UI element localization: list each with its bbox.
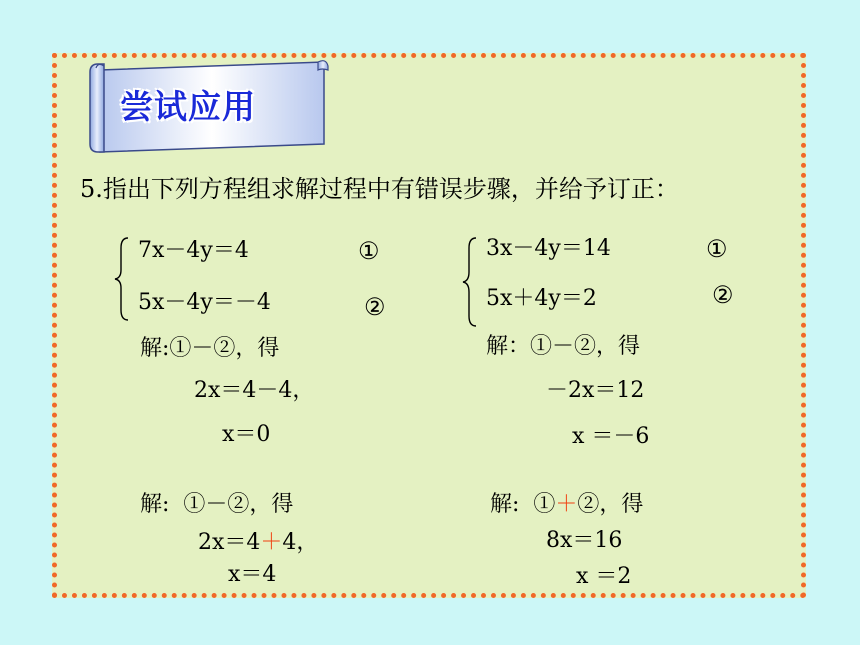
left-solution-heading: 解:①－②，得 — [140, 336, 280, 361]
left-correction-step-1 — [198, 530, 318, 556]
left-correction-heading: 解: ①－②，得 — [140, 492, 294, 517]
left-correction-step-1-rhs: 4， — [282, 530, 319, 555]
right-correction-operator: ＋ — [555, 492, 578, 517]
right-correction-heading-end: ②，得 — [577, 492, 644, 517]
right-correction-heading — [490, 492, 643, 518]
right-correction-step-1: 8x＝16 — [546, 528, 623, 553]
left-system-brace — [114, 236, 130, 322]
right-correction-heading-start: 解: ① — [490, 492, 556, 517]
left-equation-2-mark: ② — [364, 293, 386, 321]
right-equation-1: 3x－4y＝14 — [486, 236, 611, 261]
left-equation-2: 5x－4y＝－4 — [138, 290, 271, 315]
right-solution-heading: 解：①－②，得 — [486, 334, 641, 359]
left-correction-step-2: x＝4 — [228, 562, 277, 587]
left-equation-1-mark: ① — [358, 237, 380, 265]
left-solution-step-1: 2x＝4－4， — [194, 378, 315, 403]
right-equation-2-mark: ② — [712, 281, 734, 309]
left-correction-step-1-lhs: 2x＝4 — [198, 530, 261, 555]
right-system-brace — [462, 236, 478, 328]
left-solution-step-2: x＝0 — [222, 422, 271, 447]
right-equation-1-mark: ① — [706, 235, 728, 263]
left-correction-operator: ＋ — [260, 530, 283, 555]
right-solution-step-2: x ＝－6 — [572, 424, 650, 449]
banner-title: 尝试应用 — [120, 87, 256, 126]
question-text: 5.指出下列方程组求解过程中有错误步骤，并给予订正： — [80, 175, 679, 203]
right-equation-2: 5x＋4y＝2 — [486, 286, 597, 311]
left-equation-1: 7x－4y＝4 — [138, 238, 249, 263]
right-correction-step-2: x ＝2 — [576, 564, 632, 589]
right-solution-step-1: －2x＝12 — [546, 378, 645, 403]
